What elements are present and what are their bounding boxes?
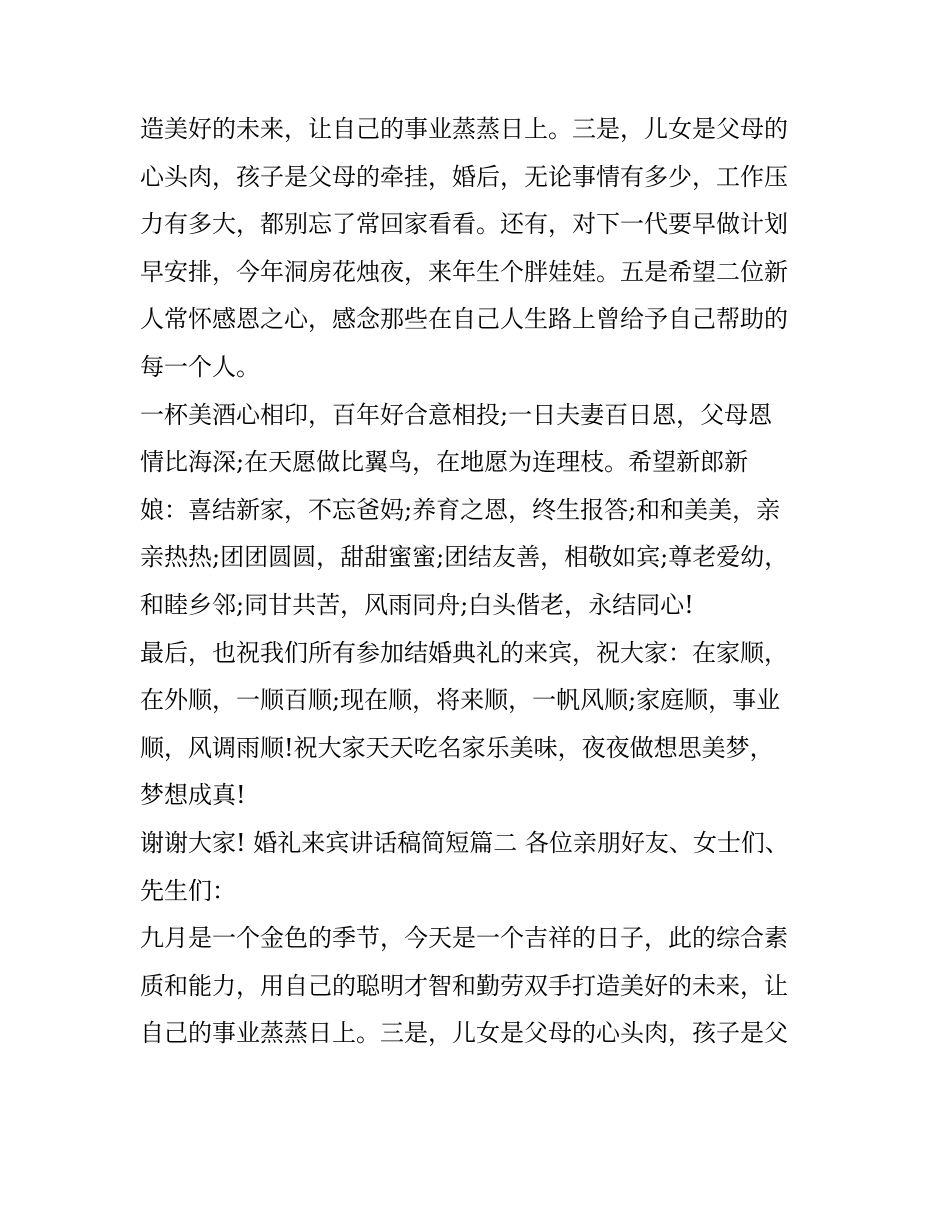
- text-line: 自己的事业蒸蒸日上。三是，儿女是父母的心头肉，孩子是父: [140, 1019, 788, 1048]
- text-line: 和睦乡邻;同甘共苦，风雨同舟;白头偕老，永结同心!: [140, 590, 694, 619]
- text-line: 心头肉，孩子是父母的牵挂，婚后，无论事情有多少，工作压: [140, 162, 788, 191]
- text-line: 每一个人。: [140, 352, 260, 381]
- text-line: 九月是一个金色的季节，今天是一个吉祥的日子，此的综合素: [140, 924, 788, 953]
- text-line: 娘：喜结新家，不忘爸妈;养育之恩，终生报答;和和美美，亲: [140, 495, 781, 524]
- document-body: [140, 106, 820, 1058]
- text-line: 最后，也祝我们所有参加结婚典礼的来宾，祝大家：在家顺，: [140, 638, 788, 667]
- text-line: 人常怀感恩之心，感念那些在自己人生路上曾给予自己帮助的: [140, 305, 788, 334]
- text-line: 情比海深;在天愿做比翼鸟，在地愿为连理枝。希望新郎新: [140, 448, 749, 477]
- text-line: 梦想成真!: [140, 781, 246, 810]
- text-line: 造美好的未来，让自己的事业蒸蒸日上。三是，儿女是父母的: [140, 115, 788, 143]
- text-line: 在外顺，一顺百顺;现在顺，将来顺，一帆风顺;家庭顺，事业: [140, 686, 781, 715]
- text-line: 亲热热;团团圆圆，甜甜蜜蜜;团结友善，相敬如宾;尊老爱幼，: [140, 543, 789, 572]
- text-line: 早安排，今年洞房花烛夜，来年生个胖娃娃。五是希望二位新: [140, 257, 788, 286]
- text-line: 力有多大，都别忘了常回家看看。还有，对下一代要早做计划: [140, 210, 788, 239]
- text-line: 先生们：: [140, 876, 236, 905]
- text-line: 顺，风调雨顺!祝大家天天吃名家乐美味，夜夜做想思美梦，: [140, 733, 774, 762]
- text-line: 一杯美酒心相印，百年好合意相投;一日夫妻百日恩，父母恩: [140, 400, 773, 429]
- text-line: 谢谢大家! 婚礼来宾讲话稿简短篇二 各位亲朋好友、女士们、: [140, 828, 789, 857]
- text-line: 质和能力，用自己的聪明才智和勤劳双手打造美好的未来，让: [140, 971, 788, 1000]
